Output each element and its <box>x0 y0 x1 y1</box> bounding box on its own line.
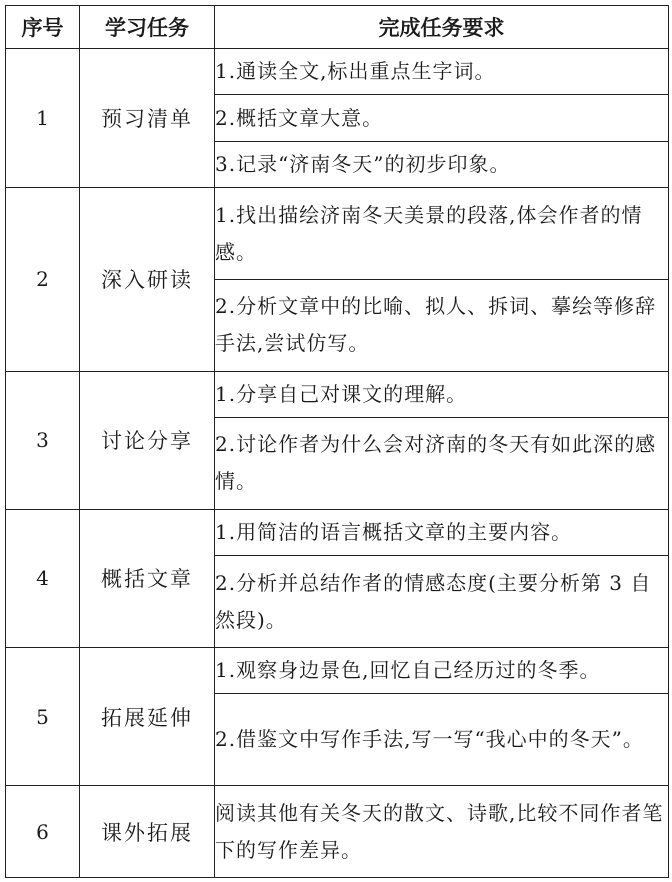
requirement-cell: 2.概括文章大意。 <box>215 95 669 141</box>
requirement-cell: 1.通读全文,标出重点生字词。 <box>215 49 669 95</box>
learning-task-table <box>5 5 669 878</box>
row-serial-number: 5 <box>6 648 80 786</box>
requirement-cell: 1.找出描绘济南冬天美景的段落,体会作者的情感。 <box>215 188 669 280</box>
header-row <box>6 6 669 49</box>
requirement-cell: 2.讨论作者为什么会对济南的冬天有如此深的感情。 <box>215 418 669 510</box>
requirement-cell: 1.观察身边景色,回忆自己经历过的冬季。 <box>215 648 669 694</box>
requirement-cell: 阅读其他有关冬天的散文、诗歌,比较不同作者笔下的写作差异。 <box>215 786 669 878</box>
table-row <box>6 49 669 95</box>
requirement-cell: 1.分享自己对课文的理解。 <box>215 371 669 417</box>
requirement-cell: 3.记录“济南冬天”的初步印象。 <box>215 141 669 187</box>
row-serial-number: 2 <box>6 188 80 372</box>
requirement-cell: 2.分析文章中的比喻、拟人、拆词、摹绘等修辞手法,尝试仿写。 <box>215 279 669 371</box>
table-row <box>6 786 669 878</box>
table-row <box>6 371 669 417</box>
row-task-name: 预习清单 <box>80 49 215 188</box>
row-task-name: 拓展延伸 <box>80 648 215 786</box>
row-serial-number: 1 <box>6 49 80 188</box>
row-task-name: 讨论分享 <box>80 371 215 509</box>
row-serial-number: 3 <box>6 371 80 509</box>
row-serial-number: 6 <box>6 786 80 878</box>
header-task-requirements: 完成任务要求 <box>215 6 669 49</box>
header-serial-number: 序号 <box>6 6 80 49</box>
header-learning-task: 学习任务 <box>80 6 215 49</box>
requirement-cell: 1.用简洁的语言概括文章的主要内容。 <box>215 509 669 555</box>
row-serial-number: 4 <box>6 509 80 647</box>
requirement-cell: 2.借鉴文中写作手法,写一写“我心中的冬天”。 <box>215 694 669 786</box>
table-row <box>6 188 669 280</box>
table-row <box>6 509 669 555</box>
requirement-cell: 2.分析并总结作者的情感态度(主要分析第 3 自然段)。 <box>215 556 669 648</box>
row-task-name: 课外拓展 <box>80 786 215 878</box>
row-task-name: 深入研读 <box>80 188 215 372</box>
row-task-name: 概括文章 <box>80 509 215 647</box>
table-row <box>6 648 669 694</box>
